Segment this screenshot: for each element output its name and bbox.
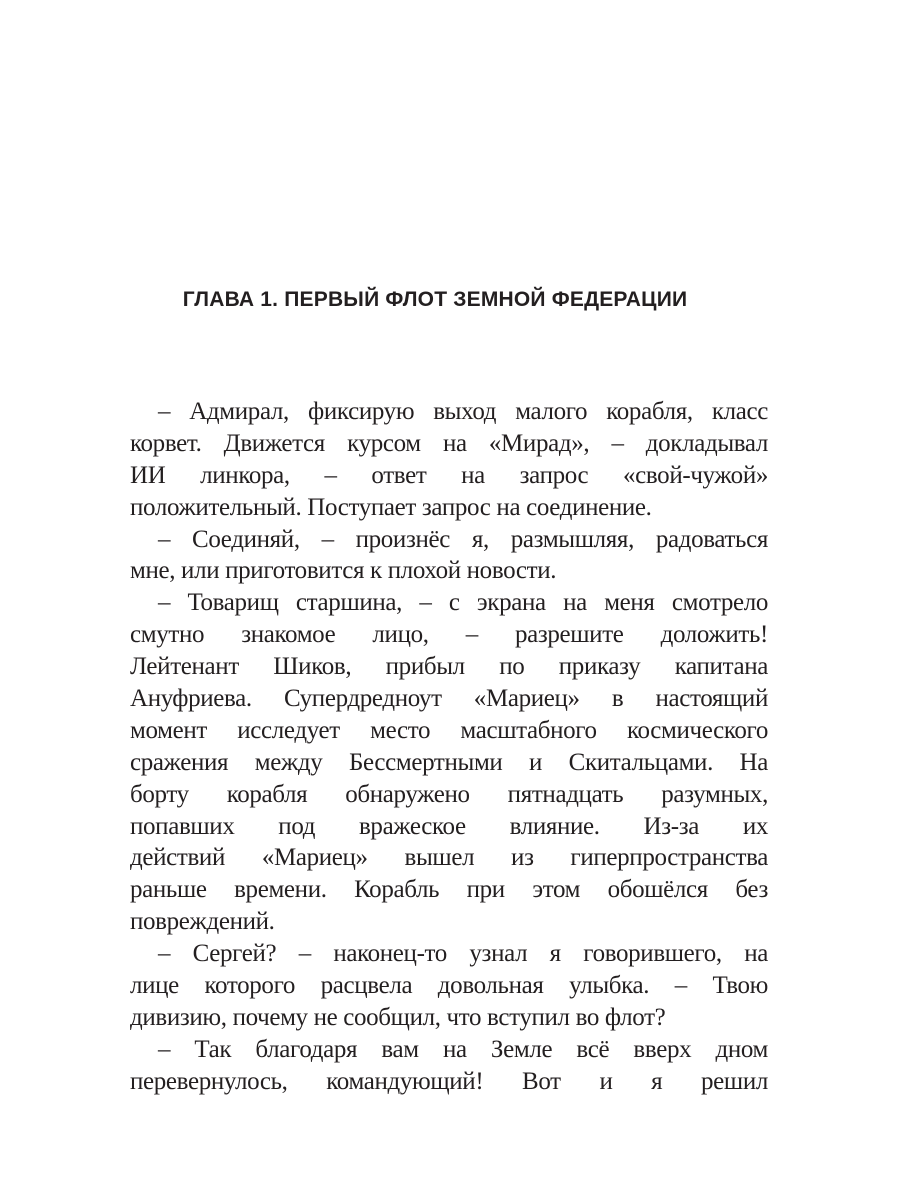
text-line: Лейтенант Шиков, прибыл по приказу капитана	[130, 653, 768, 681]
text-line: момент исследует место масштабного космического	[130, 716, 768, 744]
text-line: действий «Мариец» вышел из гиперпространства	[130, 844, 768, 872]
text-line: лице которого расцвела довольная улыбка. – Твою	[130, 972, 768, 1000]
chapter-title: ГЛАВА 1. ПЕРВЫЙ ФЛОТ ЗЕМНОЙ ФЕДЕРАЦИИ	[182, 288, 688, 311]
text-line: ИИ линкора, – ответ на запрос «свой-чужой»	[130, 461, 768, 489]
text-line: раньше времени. Корабль при этом обошёлся без	[130, 876, 768, 904]
text-line: корвет. Движется курсом на «Мирад», – докладывал	[130, 429, 768, 457]
text-line: сражения между Бессмертными и Скитальцами. На	[130, 748, 768, 776]
text-line: попавших под вражеское влияние. Из-за их	[130, 812, 768, 840]
text-line: перевернулось, командующий! Вот и я решил	[130, 1067, 768, 1095]
text-line: – Соединяй, – произнёс я, размышляя, радоваться	[158, 525, 768, 553]
text-line: – Сергей? – наконец-то узнал я говорившего, на	[158, 940, 768, 968]
text-line: – Адмирал, фиксирую выход малого корабля, класс	[158, 398, 768, 425]
body-text	[130, 396, 768, 1098]
text-line: положительный. Поступает запрос на соединение.	[130, 493, 652, 521]
text-line: мне, или приготовится к плохой новости.	[130, 557, 557, 585]
text-line: повреждений.	[130, 908, 275, 936]
text-line: – Так благодаря вам на Земле всё вверх дном	[158, 1035, 768, 1063]
text-line: смутно знакомое лицо, – разрешите доложить!	[130, 621, 768, 649]
text-line: дивизию, почему не сообщил, что вступил во флот?	[130, 1003, 666, 1031]
text-line: Ануфриева. Супердредноут «Мариец» в настоящий	[130, 685, 768, 713]
text-line: борту корабля обнаружено пятнадцать разумных,	[130, 780, 768, 808]
text-line: – Товарищ старшина, – с экрана на меня смотрело	[158, 589, 768, 617]
